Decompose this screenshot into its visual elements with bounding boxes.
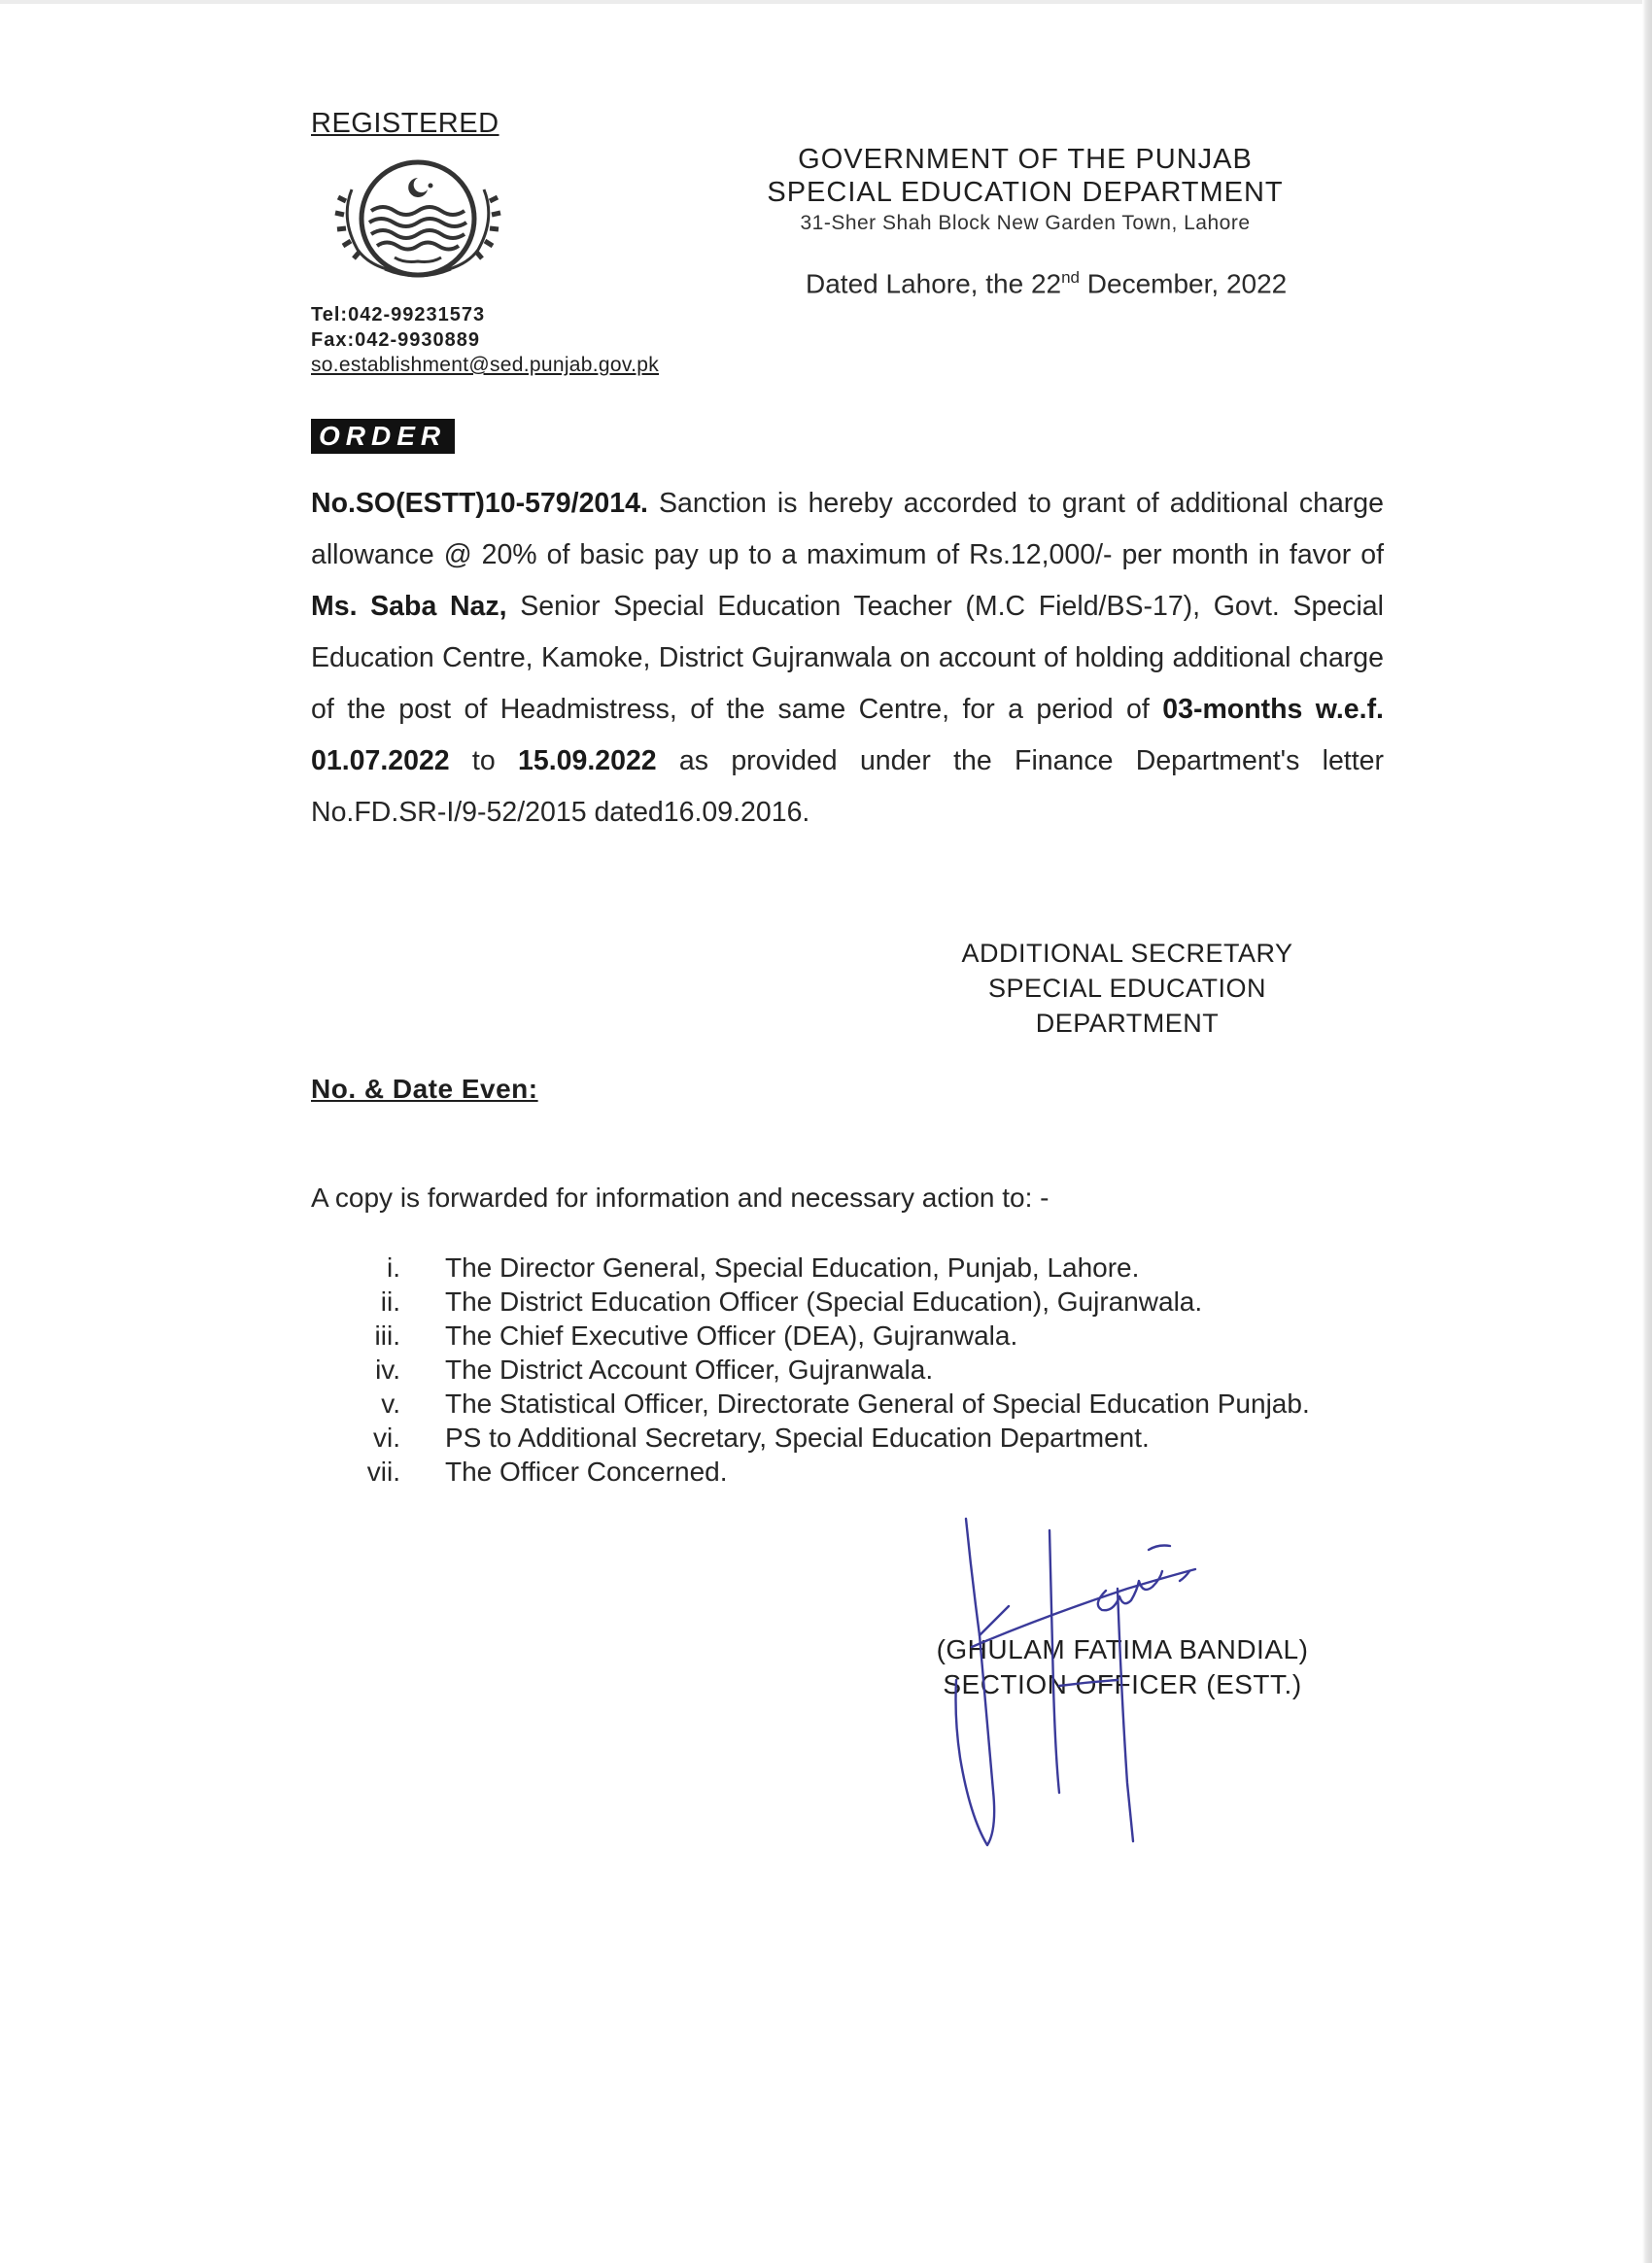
fax: Fax:042-9930889	[311, 329, 481, 351]
list-item: v. The Statistical Officer, Directorate General of Special Education Punjab.	[381, 1389, 1310, 1419]
order-paragraph: No.SO(ESTT)10-579/2014. Sanction is hereby accorded to grant of additional charge allowance @ 20% of basic pay up to a maximum of Rs.12,000/- per month in favor of Ms. Saba Naz, Senior Special Education Teacher (M.C Field/BS-17), Govt. Special Education Centre, Kamoke, District Gujranwala on account of holding additional charge of the post of Headmistress, of the same Centre, for a period of 03-months w.e.f. 01.07.2022 to 15.09.2022 as provided under the Finance Department's letter No.FD.SR-I/9-52/2015 dated16.09.2016.	[311, 488, 1384, 828]
signatory-block: ADDITIONAL SECRETARY SPECIAL EDUCATION DEPARTMENT	[961, 939, 1293, 1038]
telephone: Tel:042-99231573	[311, 304, 486, 326]
list-item: iii. The Chief Executive Officer (DEA), Gujranwala.	[374, 1320, 1018, 1351]
government-title: GOVERNMENT OF THE PUNJAB	[798, 144, 1253, 175]
employee-name: Ms. Saba Naz,	[311, 591, 507, 622]
email-link[interactable]: so.establishment@sed.punjab.gov.pk	[311, 354, 660, 376]
contact-details	[311, 302, 659, 378]
scan-top-edge	[0, 0, 1652, 4]
handwritten-signature	[933, 1511, 1254, 1861]
registered-label: REGISTERED	[311, 108, 499, 139]
officer-name: (GHULAM FATIMA BANDIAL)	[936, 1634, 1309, 1664]
scan-right-edge	[1642, 0, 1652, 2263]
list-item: vi. PS to Additional Secretary, Special Education Department.	[373, 1423, 1150, 1453]
date-line: Dated Lahore, the 22nd December, 2022	[806, 268, 1288, 299]
punjab-government-logo	[321, 151, 515, 306]
distribution-list	[360, 1252, 1384, 1490]
officer-title: SECTION OFFICER (ESTT.)	[943, 1669, 1302, 1699]
list-item: i. The Director General, Special Education, Punjab, Lahore.	[387, 1252, 1140, 1283]
reference-number: No.SO(ESTT)10-579/2014.	[311, 488, 648, 519]
period-end: 15.09.2022	[518, 745, 657, 776]
endorsement-intro: A copy is forwarded for information and necessary action to: -	[311, 1183, 1050, 1213]
list-item: iv. The District Account Officer, Gujranwala.	[375, 1354, 934, 1385]
department-heading	[758, 143, 1292, 238]
endorsement-heading: No. & Date Even:	[311, 1074, 538, 1104]
department-address: 31-Sher Shah Block New Garden Town, Lahore	[800, 212, 1251, 234]
list-item: ii. The District Education Officer (Special Education), Gujranwala.	[380, 1286, 1203, 1317]
period-start: 03-months w.e.f. 01.07.2022	[311, 694, 1384, 776]
order-label: ORDER	[311, 419, 455, 454]
list-item: vii. The Officer Concerned.	[366, 1457, 728, 1487]
department-title: SPECIAL EDUCATION DEPARTMENT	[767, 177, 1284, 208]
